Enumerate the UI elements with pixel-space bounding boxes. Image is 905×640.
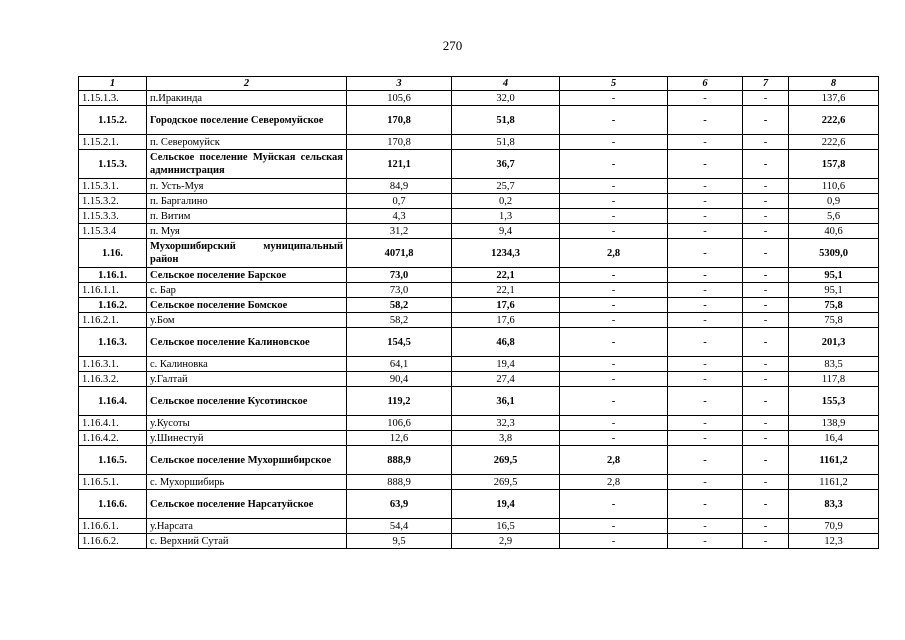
col-6-value: - [668,209,743,224]
total-value: 117,8 [789,372,879,387]
col-7-value: - [743,446,789,475]
col-5-value: - [560,313,668,328]
settlement-name: у.Шинестуй [147,431,347,446]
row-code: 1.16.4.1. [79,416,147,431]
settlement-name: у.Нарсата [147,519,347,534]
col-6-value: - [668,328,743,357]
col-5-value: - [560,179,668,194]
total-value: 1161,2 [789,446,879,475]
total-value: 95,1 [789,268,879,283]
row-code: 1.15.1.3. [79,91,147,106]
table-row [79,328,879,357]
total-value: 75,8 [789,313,879,328]
col-4-value: 269,5 [452,446,560,475]
settlement-name: Городское поселение Северомуйское [147,106,347,135]
table-row [79,298,879,313]
col-7-value: - [743,224,789,239]
page-number: 270 [442,38,463,53]
col-3-value: 84,9 [347,179,452,194]
row-code: 1.16.5.1. [79,475,147,490]
col-6-value: - [668,298,743,313]
col-3-value: 12,6 [347,431,452,446]
total-value: 5309,0 [789,239,879,268]
row-code: 1.16.2. [79,298,147,313]
row-code: 1.16.3. [79,328,147,357]
col-4-value: 27,4 [452,372,560,387]
col-6-value: - [668,387,743,416]
col-5-value: 2,8 [560,446,668,475]
table-row [79,313,879,328]
table-row [79,431,879,446]
col-6-value: - [668,446,743,475]
table-row [79,416,879,431]
table-row [79,268,879,283]
row-code: 1.16.4.2. [79,431,147,446]
total-value: 40,6 [789,224,879,239]
total-value: 157,8 [789,150,879,179]
table-row [79,239,879,268]
col-4-value: 2,9 [452,534,560,549]
col-6-value: - [668,106,743,135]
col-5-value: - [560,194,668,209]
col-7-value: - [743,209,789,224]
column-header: 6 [668,77,743,91]
row-code: 1.15.3.1. [79,179,147,194]
settlement-name: п. Муя [147,224,347,239]
table-row [79,446,879,475]
col-3-value: 170,8 [347,106,452,135]
col-4-value: 1234,3 [452,239,560,268]
table-row [79,490,879,519]
total-value: 12,3 [789,534,879,549]
settlement-name: п.Иракинда [147,91,347,106]
table-row [79,106,879,135]
col-5-value: - [560,387,668,416]
total-value: 155,3 [789,387,879,416]
col-5-value: - [560,150,668,179]
row-code: 1.15.2. [79,106,147,135]
col-7-value: - [743,328,789,357]
settlement-name: у.Галтай [147,372,347,387]
col-5-value: - [560,135,668,150]
total-value: 5,6 [789,209,879,224]
table-body [79,77,879,549]
col-4-value: 3,8 [452,431,560,446]
col-6-value: - [668,194,743,209]
table-header-row [79,77,879,91]
table-row [79,357,879,372]
col-3-value: 73,0 [347,268,452,283]
col-4-value: 36,1 [452,387,560,416]
table-row [79,387,879,416]
col-4-value: 22,1 [452,283,560,298]
table-row [79,283,879,298]
total-value: 75,8 [789,298,879,313]
col-6-value: - [668,357,743,372]
total-value: 70,9 [789,519,879,534]
col-3-value: 4071,8 [347,239,452,268]
table-row [79,150,879,179]
settlement-name: Сельское поселение Нарсатуйское [147,490,347,519]
col-7-value: - [743,268,789,283]
col-3-value: 121,1 [347,150,452,179]
col-5-value: - [560,519,668,534]
table-row [79,224,879,239]
settlement-name: Сельское поселение Калиновское [147,328,347,357]
table-row [79,519,879,534]
col-5-value: - [560,224,668,239]
settlement-name: п. Баргалино [147,194,347,209]
col-6-value: - [668,416,743,431]
col-4-value: 46,8 [452,328,560,357]
col-3-value: 54,4 [347,519,452,534]
col-6-value: - [668,519,743,534]
column-header: 1 [79,77,147,91]
col-6-value: - [668,224,743,239]
col-6-value: - [668,490,743,519]
col-5-value: - [560,268,668,283]
settlement-name: Сельское поселение Мухоршибирское [147,446,347,475]
col-5-value: 2,8 [560,475,668,490]
settlement-name: п. Северомуйск [147,135,347,150]
table-row [79,534,879,549]
col-6-value: - [668,91,743,106]
column-header: 8 [789,77,879,91]
col-7-value: - [743,150,789,179]
col-6-value: - [668,431,743,446]
col-3-value: 105,6 [347,91,452,106]
col-4-value: 9,4 [452,224,560,239]
col-3-value: 170,8 [347,135,452,150]
col-3-value: 9,5 [347,534,452,549]
column-header: 7 [743,77,789,91]
col-5-value: - [560,283,668,298]
col-4-value: 19,4 [452,357,560,372]
row-code: 1.15.3.4 [79,224,147,239]
column-header: 5 [560,77,668,91]
col-3-value: 888,9 [347,446,452,475]
table-row [79,194,879,209]
col-4-value: 25,7 [452,179,560,194]
row-code: 1.16.3.1. [79,357,147,372]
col-3-value: 119,2 [347,387,452,416]
col-6-value: - [668,313,743,328]
col-7-value: - [743,135,789,150]
table-row [79,91,879,106]
row-code: 1.16.6.2. [79,534,147,549]
settlement-name: с. Мухоршибирь [147,475,347,490]
total-value: 137,6 [789,91,879,106]
column-header: 2 [147,77,347,91]
row-code: 1.15.3.3. [79,209,147,224]
col-7-value: - [743,387,789,416]
col-7-value: - [743,372,789,387]
col-5-value: - [560,91,668,106]
col-7-value: - [743,416,789,431]
settlement-name: п. Усть-Муя [147,179,347,194]
col-5-value: - [560,298,668,313]
settlement-name: Сельское поселение Кусотинское [147,387,347,416]
col-6-value: - [668,475,743,490]
col-6-value: - [668,150,743,179]
col-7-value: - [743,298,789,313]
table-row [79,475,879,490]
col-6-value: - [668,283,743,298]
col-7-value: - [743,519,789,534]
col-7-value: - [743,490,789,519]
col-4-value: 1,3 [452,209,560,224]
col-7-value: - [743,313,789,328]
col-3-value: 58,2 [347,298,452,313]
col-6-value: - [668,179,743,194]
total-value: 0,9 [789,194,879,209]
col-3-value: 90,4 [347,372,452,387]
col-7-value: - [743,91,789,106]
total-value: 222,6 [789,135,879,150]
table-row [79,209,879,224]
row-code: 1.16.1. [79,268,147,283]
settlement-name: с. Верхний Сутай [147,534,347,549]
col-3-value: 106,6 [347,416,452,431]
table-row [79,372,879,387]
settlement-name: Мухоршибирский муниципальный район [147,239,347,268]
col-5-value: - [560,490,668,519]
col-4-value: 16,5 [452,519,560,534]
col-3-value: 888,9 [347,475,452,490]
col-3-value: 73,0 [347,283,452,298]
col-4-value: 269,5 [452,475,560,490]
col-3-value: 154,5 [347,328,452,357]
total-value: 95,1 [789,283,879,298]
settlement-name: п. Витим [147,209,347,224]
settlement-name: у.Кусоты [147,416,347,431]
settlement-name: Сельское поселение Бомское [147,298,347,313]
col-5-value: - [560,534,668,549]
row-code: 1.16.4. [79,387,147,416]
col-3-value: 64,1 [347,357,452,372]
settlement-name: с. Бар [147,283,347,298]
col-7-value: - [743,534,789,549]
total-value: 83,3 [789,490,879,519]
col-7-value: - [743,431,789,446]
col-7-value: - [743,179,789,194]
col-4-value: 51,8 [452,106,560,135]
row-code: 1.15.3.2. [79,194,147,209]
col-4-value: 17,6 [452,313,560,328]
row-code: 1.16.1.1. [79,283,147,298]
col-3-value: 4,3 [347,209,452,224]
total-value: 16,4 [789,431,879,446]
row-code: 1.15.2.1. [79,135,147,150]
col-4-value: 51,8 [452,135,560,150]
col-6-value: - [668,135,743,150]
col-3-value: 58,2 [347,313,452,328]
settlement-name: у.Бом [147,313,347,328]
col-6-value: - [668,534,743,549]
col-6-value: - [668,239,743,268]
col-5-value: - [560,431,668,446]
row-code: 1.16.6. [79,490,147,519]
total-value: 110,6 [789,179,879,194]
column-header: 3 [347,77,452,91]
column-header: 4 [452,77,560,91]
total-value: 222,6 [789,106,879,135]
col-3-value: 0,7 [347,194,452,209]
col-6-value: - [668,372,743,387]
col-7-value: - [743,194,789,209]
total-value: 1161,2 [789,475,879,490]
col-5-value: 2,8 [560,239,668,268]
total-value: 201,3 [789,328,879,357]
col-7-value: - [743,475,789,490]
total-value: 138,9 [789,416,879,431]
row-code: 1.16.2.1. [79,313,147,328]
data-table [78,76,879,549]
col-7-value: - [743,283,789,298]
settlement-name: Сельское поселение Барское [147,268,347,283]
col-4-value: 36,7 [452,150,560,179]
table-row [79,179,879,194]
row-code: 1.16.3.2. [79,372,147,387]
col-7-value: - [743,239,789,268]
col-4-value: 22,1 [452,268,560,283]
row-code: 1.15.3. [79,150,147,179]
table-row [79,135,879,150]
col-3-value: 63,9 [347,490,452,519]
col-5-value: - [560,357,668,372]
col-7-value: - [743,357,789,372]
col-5-value: - [560,372,668,387]
col-5-value: - [560,416,668,431]
col-5-value: - [560,106,668,135]
total-value: 83,5 [789,357,879,372]
row-code: 1.16.6.1. [79,519,147,534]
col-4-value: 0,2 [452,194,560,209]
col-3-value: 31,2 [347,224,452,239]
col-5-value: - [560,328,668,357]
col-4-value: 32,0 [452,91,560,106]
row-code: 1.16. [79,239,147,268]
col-4-value: 19,4 [452,490,560,519]
col-4-value: 17,6 [452,298,560,313]
col-7-value: - [743,106,789,135]
settlement-name: с. Калиновка [147,357,347,372]
row-code: 1.16.5. [79,446,147,475]
settlement-name: Сельское поселение Муйская сельская администрация [147,150,347,179]
col-6-value: - [668,268,743,283]
col-4-value: 32,3 [452,416,560,431]
col-5-value: - [560,209,668,224]
